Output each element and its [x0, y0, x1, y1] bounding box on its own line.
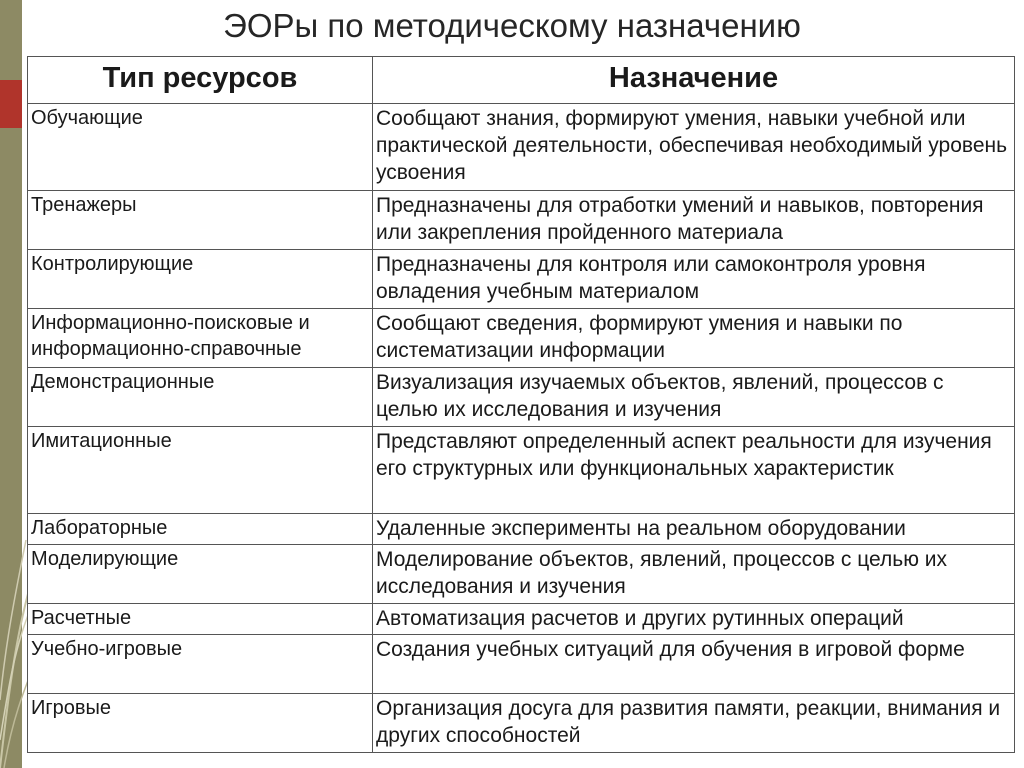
purpose-cell: Организация досуга для развития памяти, реакции, внимания и других способностей [373, 694, 1015, 753]
purpose-cell: Удаленные эксперименты на реальном оборудовании [373, 514, 1015, 545]
purpose-cell: Предназначены для отработки умений и навыков, повторения или закрепления пройденного материала [373, 191, 1015, 250]
table-row [28, 545, 1015, 604]
resource-type-cell: Учебно-игровые [28, 635, 373, 694]
resource-type-cell: Моделирующие [28, 545, 373, 604]
table-row [28, 694, 1015, 753]
purpose-cell: Представляют определенный аспект реальности для изучения его структурных или функциональных характеристик [373, 427, 1015, 514]
resource-types-table [27, 56, 1015, 753]
slide-title: ЭОРы по методическому назначению [223, 7, 801, 44]
purpose-cell: Автоматизация расчетов и других рутинных операций [373, 604, 1015, 635]
purpose-cell: Сообщают сведения, формируют умения и навыки по систематизации информации [373, 309, 1015, 368]
purpose-cell: Визуализация изучаемых объектов, явлений, процессов с целью их исследования и изучения [373, 368, 1015, 427]
header-resource-type: Тип ресурсов [28, 57, 373, 104]
purpose-cell: Сообщают знания, формируют умения, навыки учебной или практической деятельности, обеспечивая необходимый уровень усвоения [373, 104, 1015, 191]
table-row [28, 309, 1015, 368]
table-row [28, 604, 1015, 635]
header-purpose: Назначение [373, 57, 1015, 104]
table-row [28, 191, 1015, 250]
table-header-row [28, 57, 1015, 104]
table-row [28, 104, 1015, 191]
resource-type-cell: Лабораторные [28, 514, 373, 545]
resource-type-cell: Информационно-поисковые и информационно-справочные [28, 309, 373, 368]
table-row [28, 368, 1015, 427]
resource-type-cell: Игровые [28, 694, 373, 753]
resource-type-cell: Контролирующие [28, 250, 373, 309]
resource-type-cell: Тренажеры [28, 191, 373, 250]
resource-type-cell: Демонстрационные [28, 368, 373, 427]
resource-type-cell: Обучающие [28, 104, 373, 191]
purpose-cell: Моделирование объектов, явлений, процессов с целью их исследования и изучения [373, 545, 1015, 604]
table-row [28, 635, 1015, 694]
table-row [28, 514, 1015, 545]
table-row [28, 250, 1015, 309]
table-row [28, 427, 1015, 514]
purpose-cell: Предназначены для контроля или самоконтроля уровня овладения учебным материалом [373, 250, 1015, 309]
resource-type-cell: Имитационные [28, 427, 373, 514]
purpose-cell: Создания учебных ситуаций для обучения в игровой форме [373, 635, 1015, 694]
resource-type-cell: Расчетные [28, 604, 373, 635]
